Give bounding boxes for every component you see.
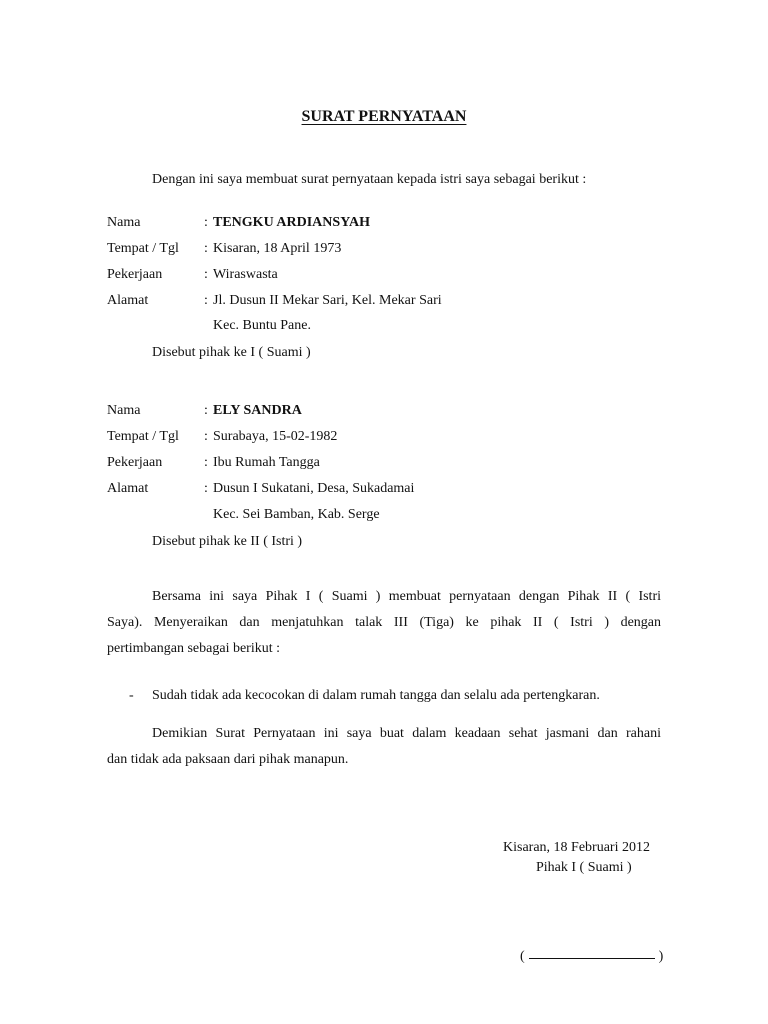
party2-role: Disebut pihak ke II ( Istri ): [152, 534, 303, 549]
closing-line: dan tidak ada paksaan dari pihak manapun.: [107, 752, 349, 767]
party2-alamat-line1: Dusun I Sukatani, Desa, Sukadamai: [213, 481, 415, 496]
signature-place-date: Kisaran, 18 Februari 2012: [503, 840, 650, 855]
party2-alamat-label: Alamat: [107, 481, 149, 496]
party1-alamat-colon: :: [204, 293, 208, 308]
party1-ttl-label: Tempat / Tgl: [107, 241, 179, 256]
party2-pekerjaan-colon: :: [204, 455, 208, 470]
party1-ttl-value: Kisaran, 18 April 1973: [213, 241, 342, 256]
list-item: Sudah tidak ada kecocokan di dalam rumah tangga dan selalu ada pertengkaran.: [152, 688, 600, 703]
party2-pekerjaan-value: Ibu Rumah Tangga: [213, 455, 320, 470]
open-paren: (: [520, 949, 525, 964]
statement-line: Bersama ini saya Pihak I ( Suami ) membuat pernyataan dengan Pihak II ( Istri: [152, 589, 661, 604]
party2-alamat-line2: Kec. Sei Bamban, Kab. Serge: [213, 507, 380, 522]
party2-ttl-label: Tempat / Tgl: [107, 429, 179, 444]
party2-nama-value: ELY SANDRA: [213, 403, 302, 418]
party2-ttl-colon: :: [204, 429, 208, 444]
close-paren: ): [658, 949, 664, 964]
party1-nama-colon: :: [204, 215, 208, 230]
intro-text: Dengan ini saya membuat surat pernyataan kepada istri saya sebagai berikut :: [152, 172, 587, 187]
statement-line: Saya). Menyeraikan dan menjatuhkan talak III (Tiga) ke pihak II ( Istri ) dengan: [107, 615, 661, 630]
bullet-dash: -: [129, 688, 134, 703]
party1-pekerjaan-colon: :: [204, 267, 208, 282]
party2-nama-label: Nama: [107, 403, 141, 418]
party1-ttl-colon: :: [204, 241, 208, 256]
party2-ttl-value: Surabaya, 15-02-1982: [213, 429, 338, 444]
party1-role: Disebut pihak ke I ( Suami ): [152, 345, 311, 360]
party1-alamat-line1: Jl. Dusun II Mekar Sari, Kel. Mekar Sari: [213, 293, 442, 308]
party1-nama-value: TENGKU ARDIANSYAH: [213, 215, 371, 230]
party1-pekerjaan-value: Wiraswasta: [213, 267, 278, 282]
statement-line: pertimbangan sebagai berikut :: [107, 641, 280, 656]
party1-nama-label: Nama: [107, 215, 141, 230]
party2-nama-colon: :: [204, 403, 208, 418]
party2-alamat-colon: :: [204, 481, 208, 496]
party1-alamat-label: Alamat: [107, 293, 149, 308]
closing-line: Demikian Surat Pernyataan ini saya buat dalam keadaan sehat jasmani dan rahani: [152, 726, 661, 741]
signature-role: Pihak I ( Suami ): [536, 860, 632, 875]
party2-pekerjaan-label: Pekerjaan: [107, 455, 163, 470]
signature-line: [529, 957, 655, 959]
document-title: SURAT PERNYATAAN: [301, 108, 467, 125]
party1-pekerjaan-label: Pekerjaan: [107, 267, 163, 282]
signature-name-field: [520, 950, 663, 964]
party1-alamat-line2: Kec. Buntu Pane.: [213, 318, 311, 333]
